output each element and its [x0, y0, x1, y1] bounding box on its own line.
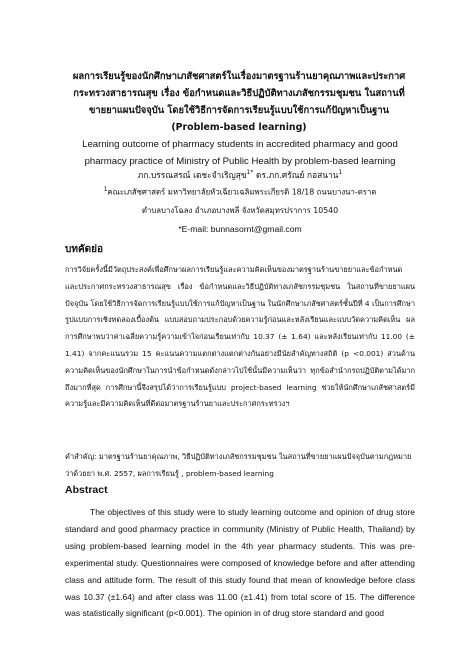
- author-2-superscript: 1: [338, 169, 343, 177]
- affiliation-text-1: คณะเภสัชศาสตร์ มหาวิทยาลัยหัวเฉียวเฉลิมพระเกียรติ 18/18 ถนนบางนา-ตราด: [107, 187, 377, 197]
- author-1-superscript: 1*: [246, 169, 254, 177]
- thai-abstract-paragraph: การวิจัยครั้งนี้มีวัตถุประสงค์เพื่อศึกษาผลการเรียนรู้และความคิดเห็นของมาตรฐานร้านขายยาและข้อกำหนดและประกาศกระทรวงสาธารณสุข เรื่อง ข้อกำหนดและวิธีปฏิบัติทางเภสัชกรรมชุมชน ในสถานที่ขายยาแผนปัจจุบัน โดยใช้วิธีการจัดการเรียนรู้แบบใช้การแก้ปัญหาเป็นฐาน ในนักศึกษาเภสัชศาสตร์ชั้นปีที่ 4 เป็นการศึกษารูปแบบการเชิงทดลองเบื้องต้น แบบสอบถามประกอบด้วยความรู้ก่อนและหลังเรียนและแบบวัดความคิดเห็น ผลการศึกษาพบว่าค่าเฉลี่ยความรู้ความเข้าใจก่อนเรียนเท่ากับ 10.37 (± 1.64) และหลังเรียนเท่ากับ 11.00 (± 1.41) จากคะแนนรวม 15 คะแนนความแตกต่างแตกต่างกันอย่างมีนัยสำคัญทางสถิติ (p <0.001) ส่วนด้านความคิดเห็นของนักศึกษาในการนำข้อกำหนดดังกล่าวไปใช้นั้นมีความเห็นว่า ทุกข้อสำนำกรถปฏิบัติตามได้มากถึงมากที่สุด การศึกษานี้จึงสรุปได้ว่าการเรียนรู้แบบ project-based learning ช่วยให้นักศึกษาเภสัชศาสตร์มีความรู้และมีความคิดเห็นที่ดีต่อมาตรฐานร้านยาและประกาศกระทรวงฯ: [65, 265, 416, 409]
- affiliation-line-2: ตำบลบางโฉลง อำเภอบางพลี จังหวัดสมุทรปราการ 10540: [141, 206, 339, 215]
- affiliation-superscript: 1: [103, 186, 108, 193]
- email-line: *E-mail: bunnasornt@gmail.com: [178, 224, 302, 234]
- english-abstract-heading: Abstract: [65, 484, 108, 496]
- author-2: ดร.ภก.ศรัณย์ กอสนาน: [253, 170, 339, 180]
- english-abstract-body: [65, 504, 415, 622]
- authors-line: [60, 168, 420, 182]
- thai-title: ผลการเรียนรู้ของนักศึกษาเภสัชศาสตร์ในเรื่องมาตรฐานร้านยาคุณภาพและประกาศ กระทรวงสาธารณสุข เรื่อง ข้อกำหนดและวิธีปฏิบัติทางเภสัชกรรมชุมชน ในสถานที่ ขายยาแผนปัจจุบัน โดยใช้วิธีการจัดการเรียนรู้แบบใช้การแก้ปัญหาเป็นฐาน (Problem-based learning): [72, 71, 406, 133]
- author-1: ภก.บรรณสรณ์ เตชะจำเริญสุข: [137, 170, 247, 180]
- thai-abstract-heading: บทคัดย่อ: [65, 244, 103, 255]
- english-title: Learning outcome of pharmacy students in accredited pharmacy and good pharmacy practice of Ministry of Public Health by problem-based learning: [82, 139, 398, 167]
- english-abstract-paragraph: The objectives of this study were to study learning outcome and opinion of drug store standard and good pharmacy practice in community (Ministry of Public Health, Thailand) by using problem-based learning model in the 4th year pharmacy students. This was pre-experimental study. Questionnaires were composed of knowledge before and after attending class and attitude form. The result of this study found that mean of knowledge before class was 10.37 (±1.64) and after class was 11.00 (±1.41) from total score of 15. The difference was statistically significant (p<0.001). The opinion in of drug store standard and good: [65, 507, 415, 619]
- thai-abstract-body: [65, 262, 415, 413]
- affiliation-line-1: [60, 186, 420, 199]
- thai-keywords: คำสำคัญ: มาตรฐานร้านยาคุณภาพ, วิธีปฏิบัติทางเภสัชกรรมชุมชน ในสถานที่ขายยาแผนปัจจุบันตามกฎหมายว่าด้วยยา พ.ศ. 2557, ผลการเรียนรู้ , problem-based learning: [65, 452, 412, 478]
